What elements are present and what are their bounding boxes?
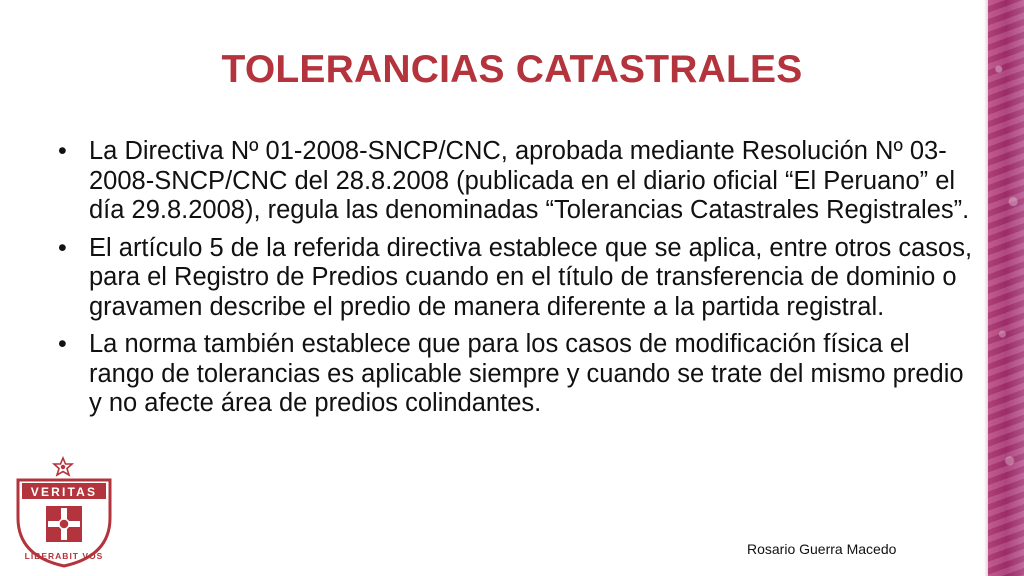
- crest-top-text: VERITAS: [30, 485, 98, 499]
- slide-body: [56, 137, 976, 427]
- slide-title: TOLERANCIAS CATASTRALES: [221, 48, 803, 91]
- crest-star-icon: [54, 458, 72, 475]
- bullet-icon: •: [58, 137, 67, 165]
- bullet-icon: •: [58, 330, 67, 358]
- bullet-text: La norma también establece que para los casos de modificación física el rango de tolerancias es aplicable siempre y cuando se trate del mismo predio y no afecte área de predios colindantes.: [89, 330, 964, 417]
- bullet-item: [56, 330, 976, 419]
- bullet-text: El artículo 5 de la referida directiva establece que se aplica, entre otros casos, para el Registro de Predios cuando en el título de transferencia de dominio o gravamen describe el predio de manera diferente a la partida registral.: [89, 233, 973, 321]
- bullet-item: [56, 137, 976, 226]
- bullet-text: La Directiva Nº 01-2008-SNCP/CNC, aprobada mediante Resolución Nº 03-2008-SNCP/CNC del 28.8.2008 (publicada en el diario oficial “El Peruano” el día 29.8.2008), regula las denominadas “Tolerancias Catastrales Registrales”.: [89, 137, 970, 224]
- bullet-item: [56, 234, 976, 323]
- bullet-icon: •: [58, 233, 67, 262]
- university-crest-icon: [10, 456, 122, 568]
- crest-bottom-text: LIBERABIT VOS: [24, 551, 104, 561]
- footer-author: Rosario Guerra Macedo: [747, 541, 897, 557]
- crest-cross-icon: [46, 506, 82, 542]
